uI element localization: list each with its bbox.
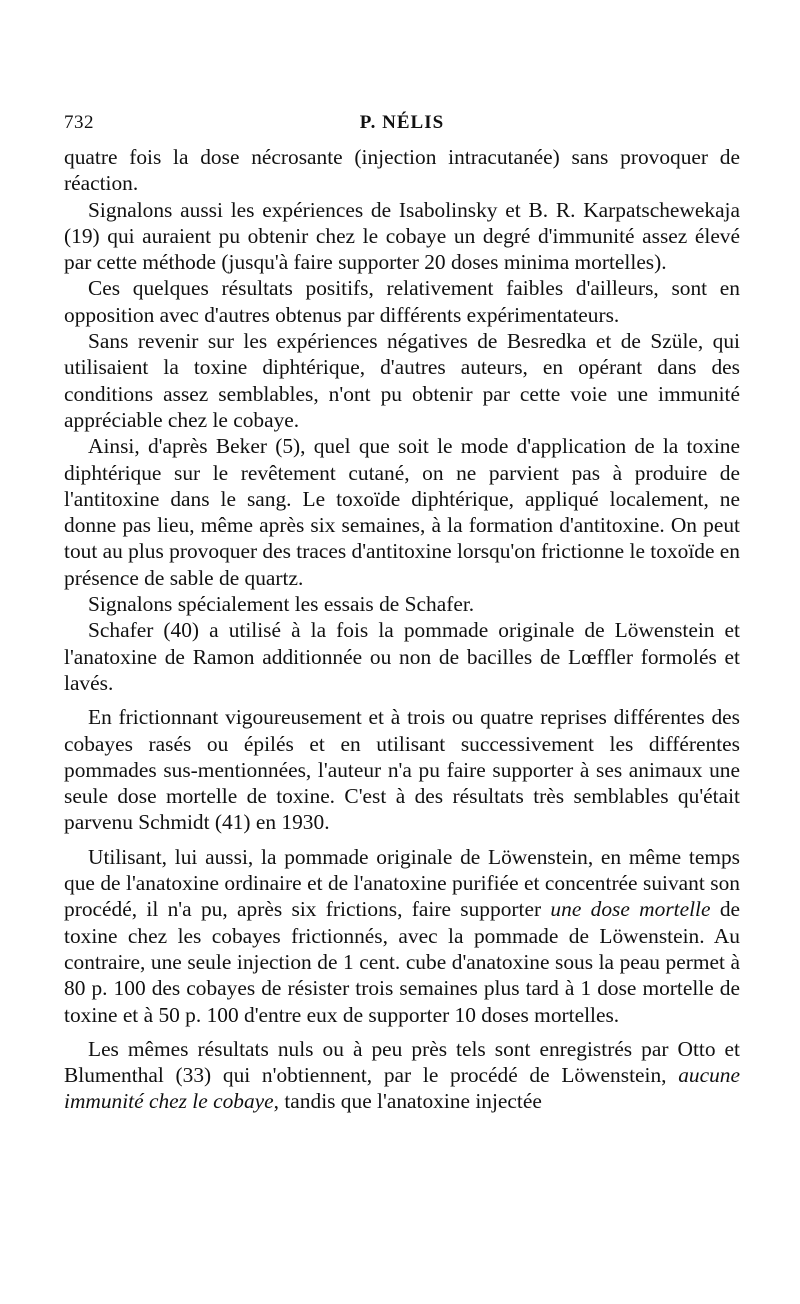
paragraph-10-text-start: Les mêmes résultats nuls ou à peu près tels sont enregistrés par Otto et Blumenthal (33) qui n'obtiennent, par le procédé de Löwenstein, xyxy=(64,1036,740,1088)
paragraph-9-text-end: de toxine chez les cobayes frictionnés, avec la pommade de Löwenstein. Au contraire, une seule injection de 1 cent. cube d'anatoxine sous la peau permet à 80 p. 100 des cobayes de résister trois semaines plus tard à 1 dose mortelle de toxine et à 50 p. 100 d'entre eux de supporter 10 doses mortelles. xyxy=(64,897,741,1027)
paragraph-10 xyxy=(64,1036,740,1115)
paragraph-4: Sans revenir sur les expériences négatives de Besredka et de Szüle, qui utilisaient la toxine diphtérique, d'autres auteurs, en opérant dans des conditions assez semblables, n'ont pu obtenir par cette voie une immunité appréciable chez le cobaye. xyxy=(64,329,740,432)
paragraph-9-text-start: Utilisant, lui aussi, la pommade originale de Löwenstein, en même temps que de l'anatoxine ordinaire et de l'anatoxine purifiée et concentrée suivant son procédé, il n'a pu, après six frictions, faire supporter xyxy=(64,844,740,922)
body-text xyxy=(64,144,740,1115)
paragraph-8: En frictionnant vigoureusement et à trois ou quatre reprises différentes des cobayes rasés ou épilés et en utilisant successivement les différentes pommades sus-mentionnées, l'auteur n'a pu faire supporter à ses animaux une seule dose mortelle de toxine. C'est à des résultats très semblables qu'était parvenu Schmidt (41) en 1930. xyxy=(64,705,740,835)
paragraph-9 xyxy=(64,844,740,1028)
paragraph-2: Signalons aussi les expériences de Isabolinsky et B. R. Karpatschewekaja (19) qui auraient pu obtenir chez le cobaye un degré d'immunité assez élevé par cette méthode (jusqu'à faire supporter 20 doses minima mortelles). xyxy=(64,197,740,275)
document-page xyxy=(64,112,740,1115)
page-number: 732 xyxy=(64,112,94,133)
paragraph-1: quatre fois la dose nécrosante (injection intracutanée) sans provoquer de réaction. xyxy=(64,145,740,196)
running-title: P. NÉLIS xyxy=(359,112,445,133)
paragraph-6: Signalons spécialement les essais de Schafer. xyxy=(88,592,475,617)
paragraph-3: Ces quelques résultats positifs, relativement faibles d'ailleurs, sont en opposition avec d'autres obtenus par différents expérimentateurs. xyxy=(64,276,740,327)
paragraph-9-italic-phrase: une dose mortelle xyxy=(550,897,711,922)
paragraph-10-text-end: , tandis que l'anatoxine injectée xyxy=(273,1089,542,1114)
paragraph-10-italic-phrase: aucune immunité chez le cobaye xyxy=(64,1063,740,1114)
paragraph-5: Ainsi, d'après Beker (5), quel que soit le mode d'application de la toxine diphtérique sur le revêtement cutané, on ne parvient pas à produire de l'antitoxine dans le sang. Le toxoïde diphtérique, appliqué localement, ne donne pas lieu, même après six semaines, à la formation d'antitoxine. On peut tout au plus provoquer des traces d'antitoxine lorsqu'on frictionne le toxoïde en présence de sable de quartz. xyxy=(64,434,740,590)
page-header xyxy=(64,112,740,144)
paragraph-7: Schafer (40) a utilisé à la fois la pommade originale de Löwenstein et l'anatoxine de Ramon additionnée ou non de bacilles de Lœffler formolés et lavés. xyxy=(64,618,740,695)
